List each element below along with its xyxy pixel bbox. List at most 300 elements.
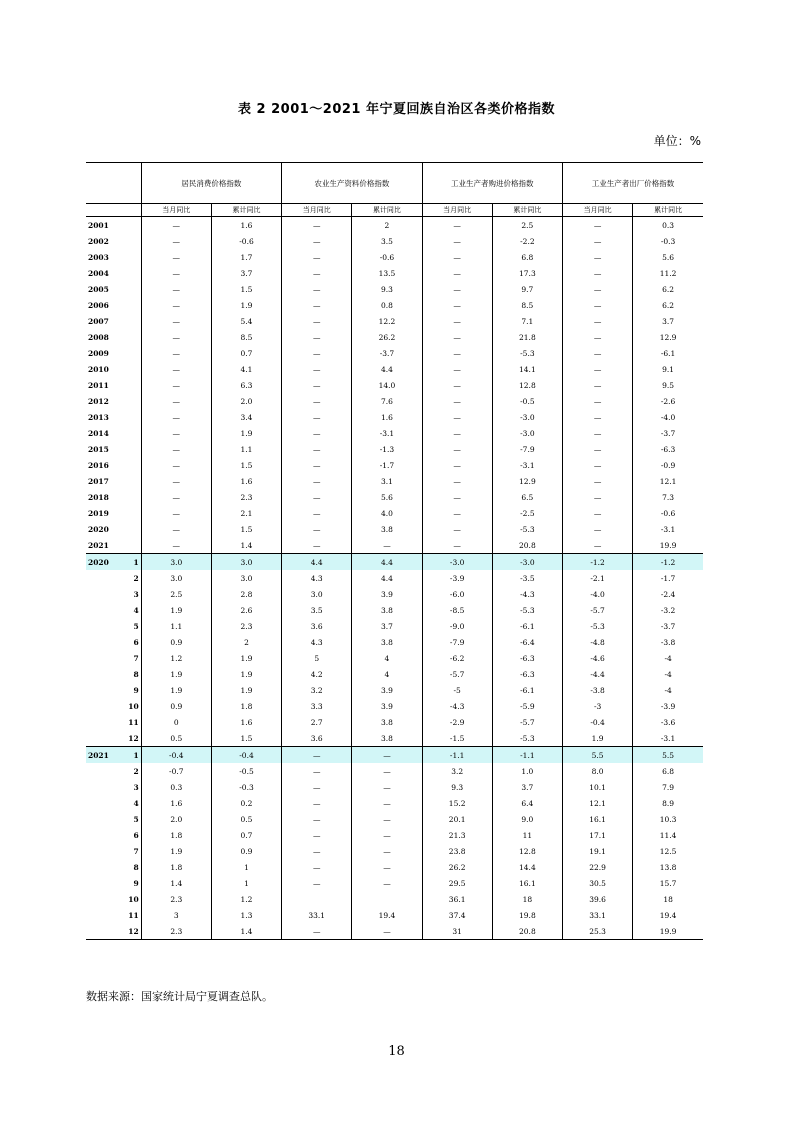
row-year: 2020 <box>86 554 125 571</box>
table-cell: -5.3 <box>562 618 632 634</box>
table-cell: -2.6 <box>633 393 703 409</box>
table-cell: -0.6 <box>211 233 281 249</box>
table-cell: 1.9 <box>141 666 211 682</box>
table-cell: 0.2 <box>211 795 281 811</box>
table-cell: 0.9 <box>211 843 281 859</box>
table-cell: 2.5 <box>141 586 211 602</box>
table-cell: 6.2 <box>633 297 703 313</box>
table-cell: 4.4 <box>352 570 422 586</box>
row-year <box>86 891 125 907</box>
table-cell: — <box>562 425 632 441</box>
table-cell: 5.5 <box>633 747 703 764</box>
table-cell: — <box>352 537 422 554</box>
table-cell: 3.5 <box>352 233 422 249</box>
table-cell: — <box>282 795 352 811</box>
table-cell: -6.3 <box>492 650 562 666</box>
table-cell: 1.9 <box>141 602 211 618</box>
table-cell: 7.3 <box>633 489 703 505</box>
table-cell: -2.9 <box>422 714 492 730</box>
table-cell: 2.5 <box>492 217 562 234</box>
table-cell: -4.0 <box>633 409 703 425</box>
table-cell: — <box>422 489 492 505</box>
table-cell: 0.3 <box>633 217 703 234</box>
table-row <box>86 602 703 618</box>
table-row <box>86 233 703 249</box>
table-cell: 9.5 <box>633 377 703 393</box>
table-cell: — <box>282 345 352 361</box>
table-cell: 3.7 <box>211 265 281 281</box>
row-month <box>125 217 141 234</box>
table-cell: — <box>422 441 492 457</box>
table-row <box>86 714 703 730</box>
table-cell: 3.1 <box>352 473 422 489</box>
table-row <box>86 923 703 940</box>
table-cell: — <box>141 505 211 521</box>
row-month: 1 <box>125 747 141 764</box>
table-cell: -3.0 <box>492 425 562 441</box>
table-cell: — <box>352 827 422 843</box>
table-cell: -3.9 <box>633 698 703 714</box>
table-cell: 1.6 <box>352 409 422 425</box>
table-cell: -3.0 <box>422 554 492 571</box>
table-cell: 6.8 <box>633 763 703 779</box>
table-cell: — <box>282 923 352 940</box>
table-cell: 1.9 <box>562 730 632 747</box>
table-row <box>86 682 703 698</box>
sub-header-monthly-yoy: 当月同比 <box>141 204 211 217</box>
table-cell: 11.2 <box>633 265 703 281</box>
row-year <box>86 779 125 795</box>
table-row <box>86 763 703 779</box>
row-month <box>125 329 141 345</box>
corner-cell-sub <box>86 204 141 217</box>
row-year: 2009 <box>88 348 109 358</box>
row-year <box>86 763 125 779</box>
table-cell: 2.0 <box>141 811 211 827</box>
row-year <box>86 634 125 650</box>
table-cell: 18 <box>492 891 562 907</box>
row-year <box>86 602 125 618</box>
table-cell: 3.3 <box>282 698 352 714</box>
table-cell: -4 <box>633 682 703 698</box>
table-cell: — <box>562 217 632 234</box>
table-cell: — <box>282 425 352 441</box>
table-cell: — <box>422 537 492 554</box>
row-month <box>125 441 141 457</box>
sub-header-monthly-yoy: 当月同比 <box>562 204 632 217</box>
table-cell: — <box>282 457 352 473</box>
table-row <box>86 329 703 345</box>
table-cell: 2.3 <box>211 489 281 505</box>
table-cell: — <box>282 329 352 345</box>
row-year <box>86 714 125 730</box>
table-cell: 9.3 <box>352 281 422 297</box>
table-cell: -3.7 <box>633 618 703 634</box>
row-month <box>125 249 141 265</box>
row-year: 2001 <box>88 220 109 230</box>
table-cell <box>282 891 352 907</box>
table-cell: — <box>282 313 352 329</box>
table-cell: 1 <box>211 875 281 891</box>
table-cell: 4.4 <box>352 361 422 377</box>
table-row <box>86 377 703 393</box>
table-cell: -0.5 <box>492 393 562 409</box>
table-row <box>86 698 703 714</box>
table-cell: — <box>422 345 492 361</box>
table-cell: -4.3 <box>492 586 562 602</box>
table-cell: -1.3 <box>352 441 422 457</box>
table-cell: — <box>352 923 422 940</box>
row-year <box>86 586 125 602</box>
table-cell: 3.9 <box>352 586 422 602</box>
table-cell: -3.0 <box>492 554 562 571</box>
table-cell: — <box>562 537 632 554</box>
table-cell: — <box>282 297 352 313</box>
group-header-ppi-purchase: 工业生产者购进价格指数 <box>422 163 562 204</box>
table-cell: — <box>352 859 422 875</box>
row-month <box>125 313 141 329</box>
row-month <box>125 425 141 441</box>
table-cell: 1.6 <box>211 714 281 730</box>
table-cell: — <box>422 281 492 297</box>
table-cell: -6.1 <box>633 345 703 361</box>
table-cell: -5.9 <box>492 698 562 714</box>
table-row <box>86 730 703 747</box>
price-index-table <box>86 162 703 940</box>
table-cell: 33.1 <box>562 907 632 923</box>
table-row <box>86 795 703 811</box>
row-month <box>125 537 141 554</box>
row-year: 2010 <box>88 364 109 374</box>
table-cell: 2.8 <box>211 586 281 602</box>
table-cell: -0.3 <box>633 233 703 249</box>
table-cell: 0.9 <box>141 698 211 714</box>
table-cell: 6.3 <box>211 377 281 393</box>
table-cell: 20.1 <box>422 811 492 827</box>
table-cell: — <box>422 217 492 234</box>
table-row <box>86 859 703 875</box>
table-cell: 3.8 <box>352 730 422 747</box>
table-cell: — <box>141 409 211 425</box>
table-cell: 2.7 <box>282 714 352 730</box>
row-year: 2017 <box>88 476 109 486</box>
table-cell: 1.4 <box>141 875 211 891</box>
table-cell: 0.8 <box>352 297 422 313</box>
table-cell: 4.4 <box>282 554 352 571</box>
row-month <box>125 265 141 281</box>
table-cell: 19.4 <box>633 907 703 923</box>
table-cell: -3.9 <box>422 570 492 586</box>
table-row <box>86 217 703 234</box>
table-cell: 29.5 <box>422 875 492 891</box>
row-year: 2016 <box>88 460 109 470</box>
row-year: 2007 <box>88 316 109 326</box>
table-cell: 4.3 <box>282 634 352 650</box>
table-cell: 1.9 <box>141 843 211 859</box>
table-cell: — <box>282 361 352 377</box>
table-cell: 20.8 <box>492 923 562 940</box>
table-cell: 9.3 <box>422 779 492 795</box>
table-cell: — <box>141 265 211 281</box>
table-cell: 19.1 <box>562 843 632 859</box>
table-row <box>86 634 703 650</box>
table-cell: — <box>352 875 422 891</box>
table-cell: 1.2 <box>211 891 281 907</box>
table-cell: -0.4 <box>562 714 632 730</box>
table-cell: — <box>141 537 211 554</box>
table-cell: -6.1 <box>492 682 562 698</box>
table-cell: 21.3 <box>422 827 492 843</box>
table-cell: — <box>422 361 492 377</box>
table-cell: — <box>282 281 352 297</box>
table-cell: 1.2 <box>141 650 211 666</box>
table-cell: 10.1 <box>562 779 632 795</box>
page-number: 18 <box>388 1044 405 1059</box>
row-month: 1 <box>125 554 141 571</box>
sub-header-cumulative-yoy: 累计同比 <box>352 204 422 217</box>
table-cell: — <box>141 281 211 297</box>
table-row <box>86 586 703 602</box>
table-cell: 3.8 <box>352 634 422 650</box>
table-cell: -1.1 <box>492 747 562 764</box>
table-cell: — <box>562 409 632 425</box>
table-cell: -4.6 <box>562 650 632 666</box>
table-cell: -0.5 <box>211 763 281 779</box>
table-cell: 2.3 <box>141 923 211 940</box>
table-cell: 3.0 <box>141 570 211 586</box>
table-cell: 19.4 <box>352 907 422 923</box>
table-cell: — <box>141 233 211 249</box>
table-cell: — <box>562 249 632 265</box>
table-cell: 22.9 <box>562 859 632 875</box>
table-cell: 7.9 <box>633 779 703 795</box>
table-row <box>86 827 703 843</box>
table-cell: 3.8 <box>352 602 422 618</box>
table-cell: -3.0 <box>492 409 562 425</box>
row-month: 11 <box>128 910 139 920</box>
table-cell: 17.1 <box>562 827 632 843</box>
table-cell: 1.8 <box>141 859 211 875</box>
row-year <box>86 666 125 682</box>
row-month: 3 <box>133 589 139 599</box>
row-month <box>125 233 141 249</box>
row-month <box>125 473 141 489</box>
table-cell: — <box>422 393 492 409</box>
row-month: 12 <box>128 733 139 743</box>
table-row <box>86 537 703 554</box>
table-cell: 3.7 <box>492 779 562 795</box>
table-cell: — <box>562 441 632 457</box>
table-cell: -3.8 <box>633 634 703 650</box>
table-cell: 11.4 <box>633 827 703 843</box>
table-cell: 0.5 <box>141 730 211 747</box>
table-cell: — <box>562 281 632 297</box>
table-cell: 5.6 <box>633 249 703 265</box>
table-cell: 4 <box>352 666 422 682</box>
table-cell: 3.8 <box>352 714 422 730</box>
row-month: 2 <box>133 573 139 583</box>
row-year: 2018 <box>88 492 109 502</box>
table-cell: 1.1 <box>141 618 211 634</box>
table-cell: 12.1 <box>562 795 632 811</box>
table-cell: — <box>282 843 352 859</box>
table-cell: 19.8 <box>492 907 562 923</box>
table-cell: — <box>141 425 211 441</box>
row-month: 9 <box>133 878 139 888</box>
table-cell: -3.7 <box>633 425 703 441</box>
row-year <box>86 682 125 698</box>
table-cell: 9.7 <box>492 281 562 297</box>
table-cell: 4.0 <box>352 505 422 521</box>
row-month <box>125 489 141 505</box>
table-cell: — <box>562 393 632 409</box>
row-year: 2004 <box>88 268 109 278</box>
row-month <box>125 409 141 425</box>
table-row <box>86 441 703 457</box>
table-cell: -3.2 <box>633 602 703 618</box>
table-cell: — <box>282 779 352 795</box>
table-cell: -4 <box>633 666 703 682</box>
row-year: 2015 <box>88 444 109 454</box>
table-cell: 1.6 <box>211 217 281 234</box>
table-row <box>86 779 703 795</box>
table-cell: — <box>422 329 492 345</box>
table-cell: 3.0 <box>211 554 281 571</box>
table-cell: 1.5 <box>211 730 281 747</box>
table-cell: — <box>562 265 632 281</box>
table-cell: 26.2 <box>352 329 422 345</box>
table-cell: 1.0 <box>492 763 562 779</box>
table-cell: — <box>282 763 352 779</box>
table-cell: — <box>352 747 422 764</box>
table-cell: -4.8 <box>562 634 632 650</box>
row-year: 2006 <box>88 300 109 310</box>
table-cell: — <box>282 409 352 425</box>
table-cell: 23.8 <box>422 843 492 859</box>
table-cell: 2.0 <box>211 393 281 409</box>
table-cell: 7.1 <box>492 313 562 329</box>
table-cell <box>352 891 422 907</box>
table-cell: — <box>282 537 352 554</box>
table-cell: — <box>141 457 211 473</box>
table-cell: -7.9 <box>422 634 492 650</box>
table-cell: -5 <box>422 682 492 698</box>
table-cell: — <box>141 441 211 457</box>
table-cell: 14.0 <box>352 377 422 393</box>
table-cell: -2.5 <box>492 505 562 521</box>
table-cell: — <box>422 297 492 313</box>
table-body <box>86 217 703 940</box>
group-header-cpi: 居民消费价格指数 <box>141 163 281 204</box>
table-row <box>86 425 703 441</box>
table-cell: -1.1 <box>422 747 492 764</box>
table-cell: -4.3 <box>422 698 492 714</box>
row-year: 2002 <box>88 236 109 246</box>
group-header-agri-materials: 农业生产资料价格指数 <box>282 163 422 204</box>
table-cell: 31 <box>422 923 492 940</box>
table-cell: -5.3 <box>492 521 562 537</box>
table-row <box>86 666 703 682</box>
row-month: 10 <box>128 701 139 711</box>
table-cell: 12.9 <box>492 473 562 489</box>
table-cell: 3.7 <box>633 313 703 329</box>
table-cell: 1 <box>211 859 281 875</box>
table-cell: 0.3 <box>141 779 211 795</box>
table-cell: — <box>282 265 352 281</box>
table-cell: -5.7 <box>562 602 632 618</box>
table-cell: -5.7 <box>422 666 492 682</box>
table-cell: — <box>422 457 492 473</box>
table-cell: -4.4 <box>562 666 632 682</box>
row-month: 7 <box>133 846 139 856</box>
table-cell: 19.9 <box>633 923 703 940</box>
table-cell: — <box>282 249 352 265</box>
table-cell: 3.8 <box>352 521 422 537</box>
table-cell: 2 <box>352 217 422 234</box>
table-cell: 1.9 <box>211 297 281 313</box>
table-cell: — <box>282 489 352 505</box>
table-cell: — <box>422 233 492 249</box>
sub-header-cumulative-yoy: 累计同比 <box>211 204 281 217</box>
table-cell: 1.5 <box>211 457 281 473</box>
table-row <box>86 313 703 329</box>
table-cell: -1.7 <box>352 457 422 473</box>
table-cell: 21.8 <box>492 329 562 345</box>
table-cell: 1.6 <box>141 795 211 811</box>
table-cell: 1.9 <box>211 682 281 698</box>
table-cell: -6.4 <box>492 634 562 650</box>
table-cell: 16.1 <box>562 811 632 827</box>
table-row <box>86 521 703 537</box>
table-cell: 12.2 <box>352 313 422 329</box>
row-month <box>125 361 141 377</box>
table-cell: 3.0 <box>141 554 211 571</box>
table-cell: — <box>282 875 352 891</box>
table-cell: -5.3 <box>492 730 562 747</box>
table-cell: 25.3 <box>562 923 632 940</box>
table-cell: — <box>141 249 211 265</box>
table-cell: — <box>141 473 211 489</box>
table-cell: — <box>141 345 211 361</box>
sub-header-monthly-yoy: 当月同比 <box>422 204 492 217</box>
table-cell: — <box>282 811 352 827</box>
row-month <box>125 297 141 313</box>
row-year <box>86 698 125 714</box>
table-row <box>86 409 703 425</box>
table-cell: — <box>352 763 422 779</box>
table-cell: 1.3 <box>211 907 281 923</box>
table-cell: — <box>562 457 632 473</box>
table-cell: 1.7 <box>211 249 281 265</box>
table-cell: 2.6 <box>211 602 281 618</box>
table-cell: 17.3 <box>492 265 562 281</box>
table-cell: 8.5 <box>211 329 281 345</box>
row-month <box>125 281 141 297</box>
table-cell: — <box>422 313 492 329</box>
table-cell: 8.0 <box>562 763 632 779</box>
table-cell: 15.2 <box>422 795 492 811</box>
table-row <box>86 650 703 666</box>
table-cell: 3.2 <box>422 763 492 779</box>
row-month: 10 <box>128 894 139 904</box>
table-cell: 2.1 <box>211 505 281 521</box>
table-cell: -1.2 <box>562 554 632 571</box>
table-cell: 1.5 <box>211 281 281 297</box>
table-cell: 6.5 <box>492 489 562 505</box>
row-month <box>125 377 141 393</box>
table-cell: -4.0 <box>562 586 632 602</box>
row-year: 2003 <box>88 252 109 262</box>
